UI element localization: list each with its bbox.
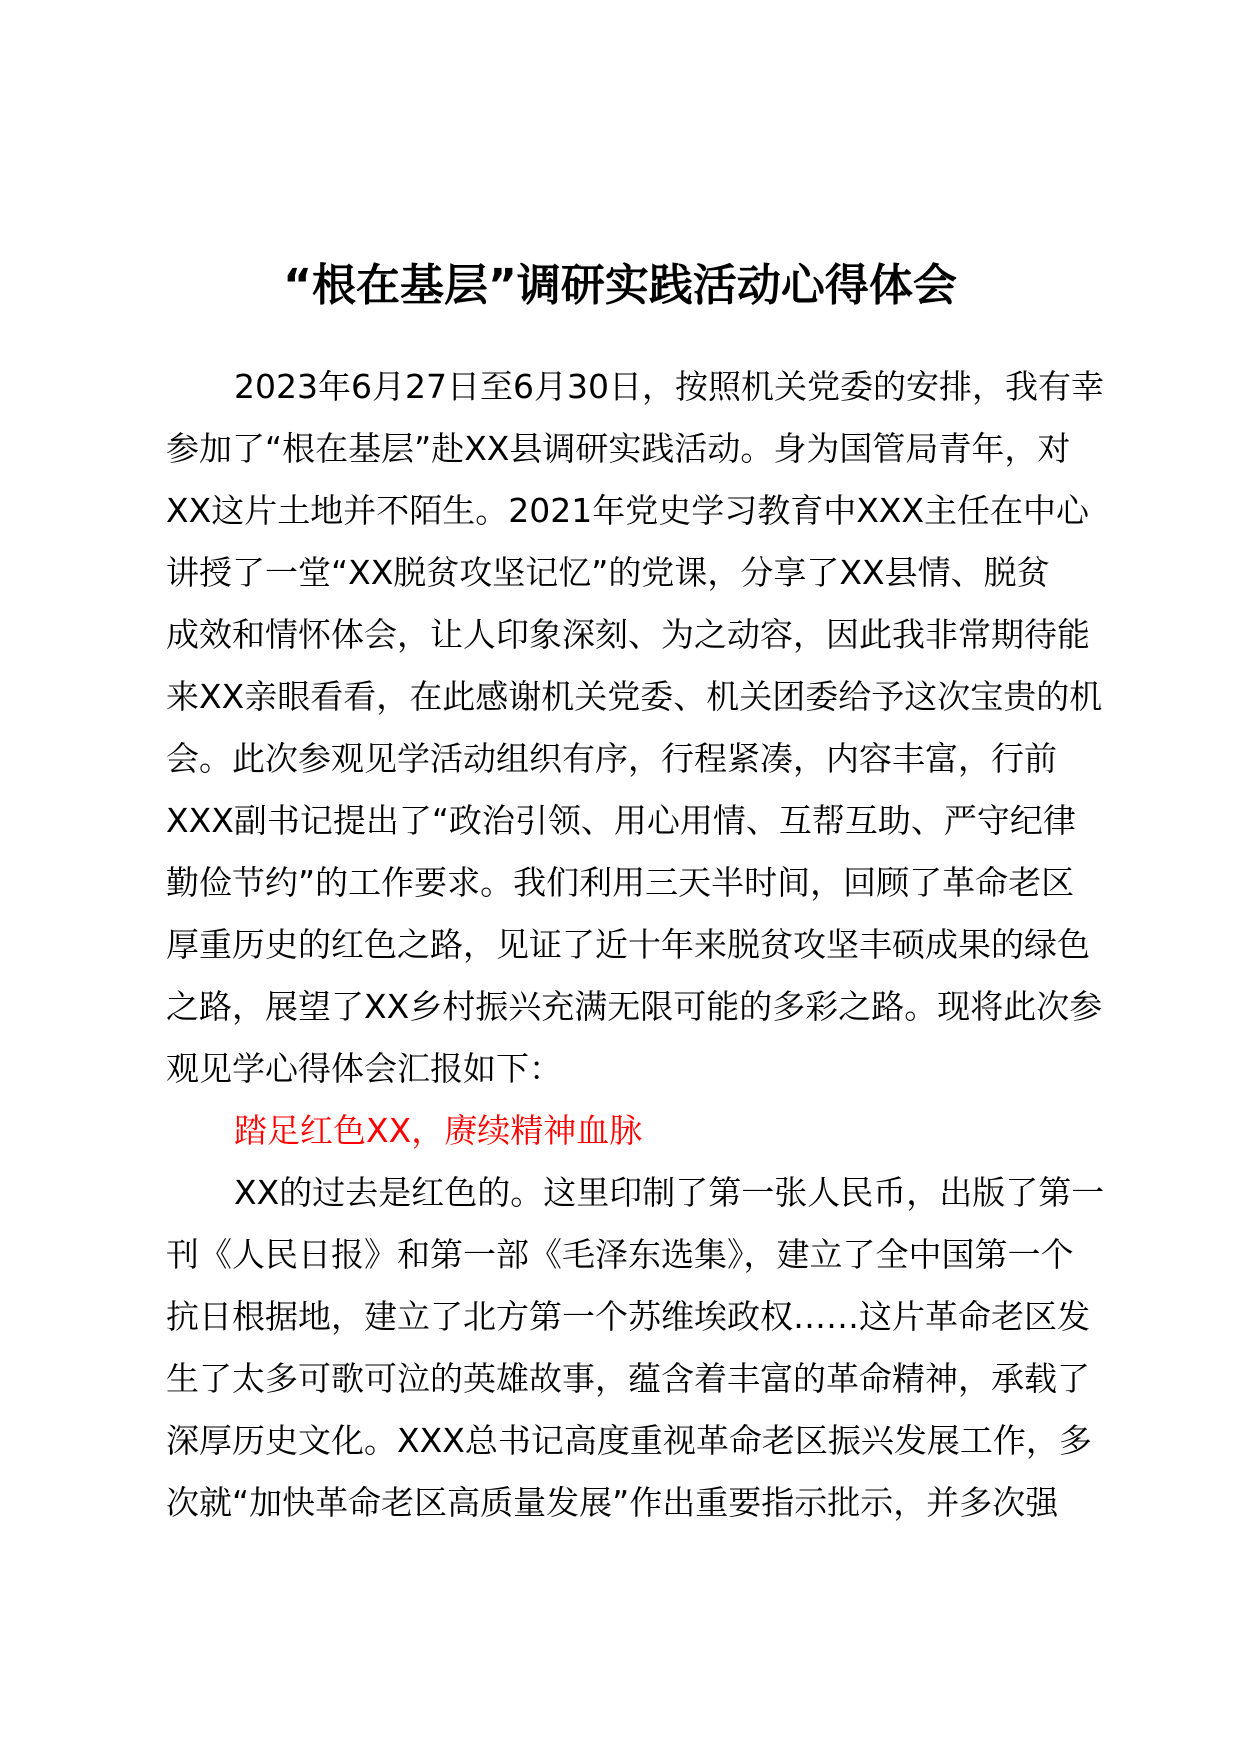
paragraph-line: 次就“加快革命老区高质量发展”作出重要指示批示，并多次强 bbox=[166, 1483, 1059, 1522]
paragraph-line: 观见学心得体会汇报如下： bbox=[166, 1049, 562, 1088]
paragraph-line: 会。此次参观见学活动组织有序，行程紧凑，内容丰富，行前 bbox=[166, 739, 1057, 778]
paragraph-line: 来XX亲眼看看，在此感谢机关党委、机关团委给予这次宝贵的机 bbox=[166, 677, 1103, 716]
paragraph-line: 2023年6月27日至6月30日，按照机关党委的安排，我有幸 bbox=[234, 367, 1104, 406]
paragraph-line: 厚重历史的红色之路，见证了近十年来脱贫攻坚丰硕成果的绿色 bbox=[166, 925, 1090, 964]
paragraph-line: 之路，展望了XX乡村振兴充满无限可能的多彩之路。现将此次参 bbox=[166, 987, 1103, 1026]
paragraph-line: 抗日根据地，建立了北方第一个苏维埃政权……这片革命老区发 bbox=[166, 1297, 1090, 1336]
paragraph-line: 参加了“根在基层”赴XX县调研实践活动。身为国管局青年，对 bbox=[166, 429, 1071, 468]
document-body bbox=[166, 356, 1108, 1534]
paragraph-line: XX这片土地并不陌生。2021年党史学习教育中XXX主任在中心 bbox=[166, 491, 1090, 530]
paragraph-line: 刊《人民日报》和第一部《毛泽东选集》，建立了全中国第一个 bbox=[166, 1235, 1074, 1274]
document-title: “根在基层”调研实践活动心得体会 bbox=[283, 260, 957, 311]
paragraph-line: 讲授了一堂“XX脱贫攻坚记忆”的党课，分享了XX县情、脱贫 bbox=[166, 553, 1050, 592]
paragraph-line: 勤俭节约”的工作要求。我们利用三天半时间，回顾了革命老区 bbox=[166, 863, 1075, 902]
paragraph-line: 生了太多可歌可泣的英雄故事，蕴含着丰富的革命精神，承载了 bbox=[166, 1359, 1090, 1398]
paragraph-line: XXX副书记提出了“政治引领、用心用情、互帮互助、严守纪律 bbox=[166, 801, 1076, 840]
paragraph-line: 成效和情怀体会，让人印象深刻、为之动容，因此我非常期待能 bbox=[166, 615, 1090, 654]
section-heading: 踏足红色XX，赓续精神血脉 bbox=[234, 1111, 643, 1150]
paragraph-line: XX的过去是红色的。这里印制了第一张人民币，出版了第一 bbox=[234, 1173, 1105, 1212]
paragraph-line: 深厚历史文化。XXX总书记高度重视革命老区振兴发展工作，多 bbox=[166, 1421, 1092, 1460]
